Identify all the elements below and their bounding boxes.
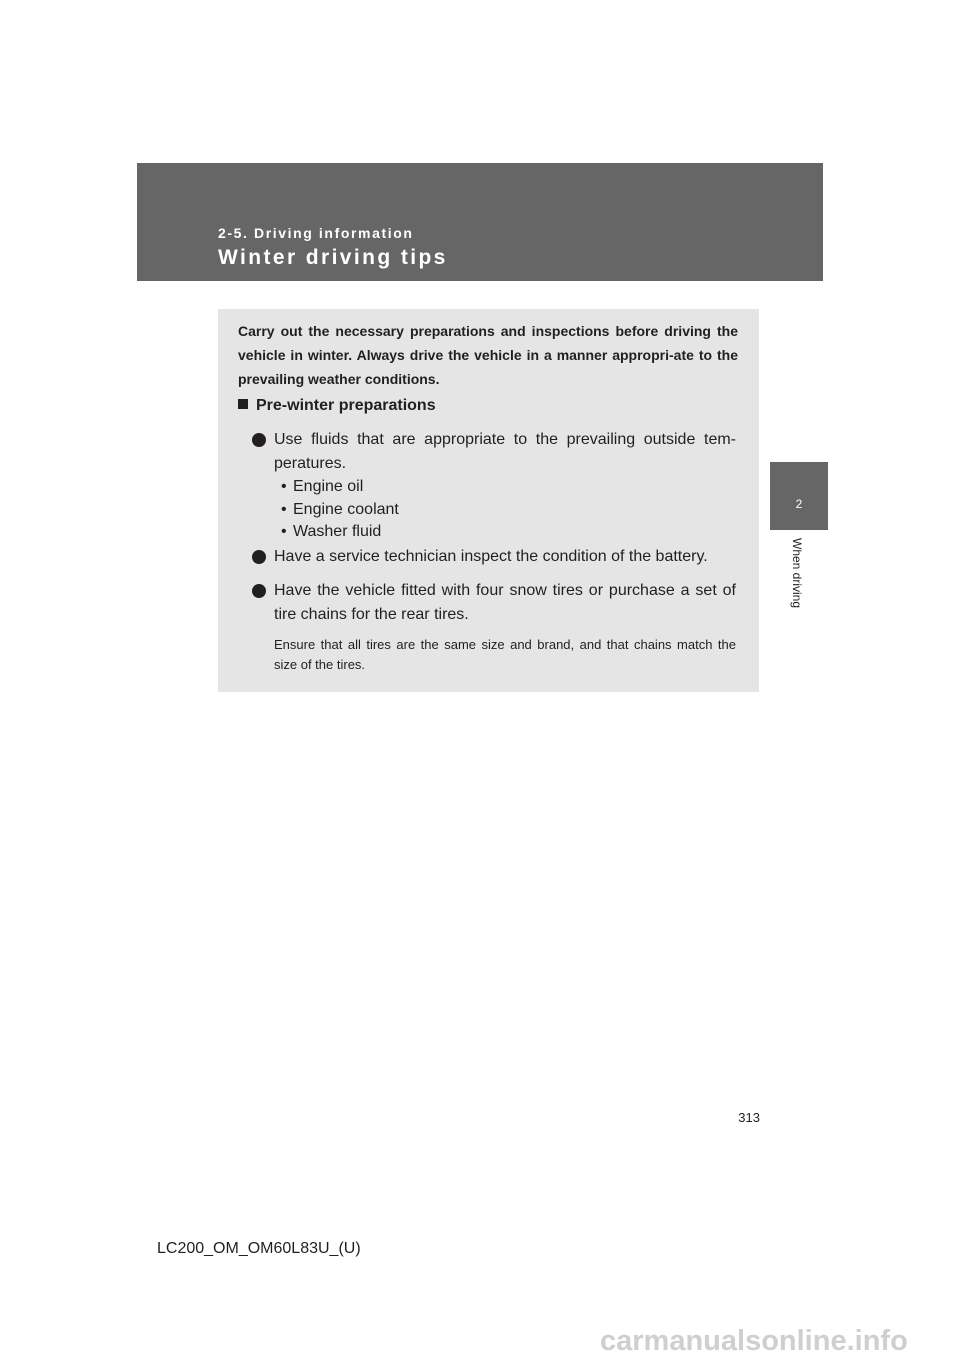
page-number: 313 <box>738 1110 760 1125</box>
header-band <box>137 163 823 281</box>
list-item-text: Have the vehicle fitted with four snow tires or purchase a set of tire chains for the rear tires. <box>274 582 736 623</box>
section-label: 2-5. Driving information <box>218 225 414 241</box>
fluid-item: • Engine coolant <box>281 499 399 522</box>
list-item <box>252 545 736 569</box>
chapter-label: When driving <box>790 538 804 609</box>
chapter-tab-number: 2 <box>795 497 803 511</box>
fluid-item: • Engine oil <box>281 476 399 499</box>
content-box <box>218 309 759 692</box>
page-title: Winter driving tips <box>218 246 448 269</box>
document-code: LC200_OM_OM60L83U_(U) <box>157 1240 361 1257</box>
square-bullet-icon <box>238 399 248 409</box>
chapter-tab <box>770 462 828 530</box>
tire-note: Ensure that all tires are the same size and brand, and that chains match the size of the tires. <box>274 637 736 672</box>
circle-bullet-icon <box>252 584 266 598</box>
circle-bullet-icon <box>252 550 266 564</box>
fluid-item: • Washer fluid <box>281 521 399 544</box>
fluid-list <box>281 476 399 544</box>
intro-paragraph: Carry out the necessary preparations and inspections before driving the vehicle in winter. Always drive the vehicle in a manner appropri-ate to the prevailing weather conditions. <box>238 323 738 387</box>
watermark: carmanualsonline.info <box>600 1325 908 1357</box>
subheading <box>238 397 436 415</box>
list-item <box>252 579 736 627</box>
circle-bullet-icon <box>252 433 266 447</box>
subheading-text: Pre-winter preparations <box>256 397 436 414</box>
list-item <box>252 428 736 476</box>
list-item-text: Use fluids that are appropriate to the prevailing outside tem-peratures. <box>274 431 736 472</box>
list-item-text: Have a service technician inspect the condition of the battery. <box>274 548 708 565</box>
